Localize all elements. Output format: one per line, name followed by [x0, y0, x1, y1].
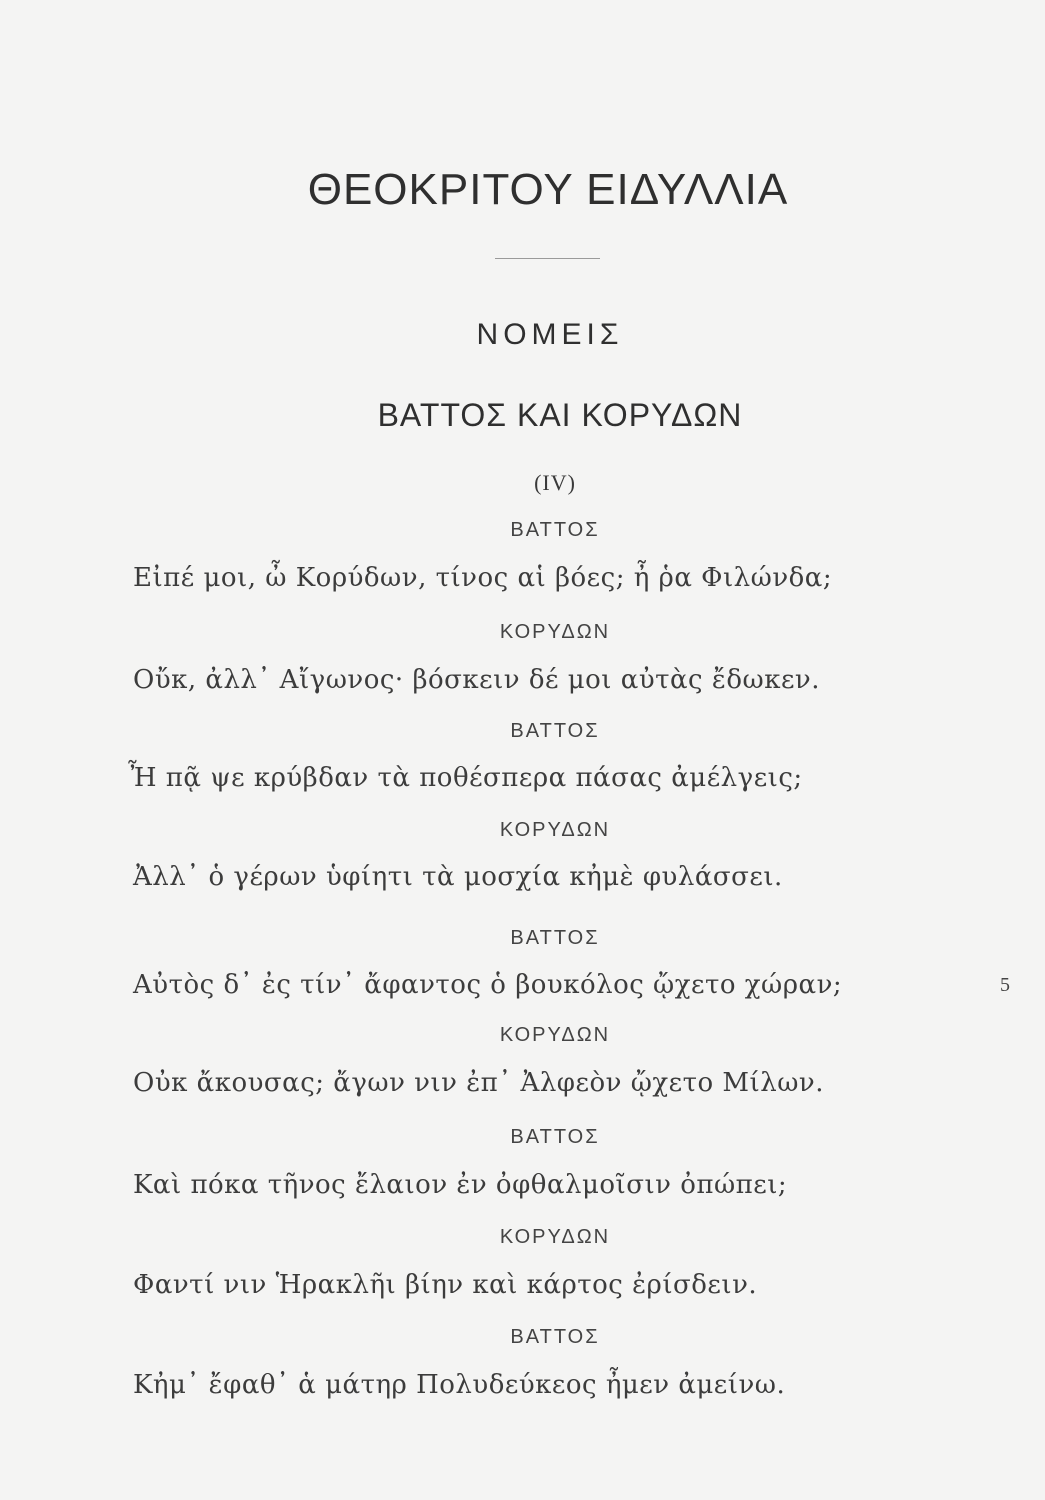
- speaker-label: ΒΑΤΤΟΣ: [510, 519, 600, 541]
- verse-line: Καὶ πόκα τῆνος ἔλαιον ἐν ὀφθαλμοῖσιν ὀπώπει;: [133, 1170, 788, 1200]
- book-title: ΘΕΟΚΡΙΤΟΥ ΕΙΔΥΛΛΙΑ: [307, 165, 789, 214]
- section-heading: ΝΟΜΕΙΣ: [476, 318, 624, 351]
- title-divider: [495, 258, 600, 259]
- verse-line: Ἦ πᾷ ψε κρύβδαν τὰ ποθέσπερα πάσας ἀμέλγεις;: [128, 763, 803, 793]
- speaker-label: ΚΟΡΥΔΩΝ: [499, 819, 611, 841]
- speaker-label: ΚΟΡΥΔΩΝ: [499, 1024, 611, 1046]
- poem-number: (IV): [534, 470, 576, 495]
- verse-line: Αὐτὸς δ᾽ ἐς τίν᾽ ἄφαντος ὁ βουκόλος ᾤχετο χώραν;: [133, 970, 843, 1000]
- verse-line: Φαντί νιν Ἡρακλῆι βίην καὶ κάρτος ἐρίσδειν.: [133, 1270, 758, 1300]
- poem-title: ΒΑΤΤΟΣ ΚΑΙ ΚΟΡΥΔΩΝ: [377, 397, 743, 433]
- line-number: 5: [1000, 974, 1010, 996]
- speaker-label: ΒΑΤΤΟΣ: [510, 1126, 600, 1148]
- speaker-label: ΒΑΤΤΟΣ: [510, 1326, 600, 1348]
- verse-line: Οὐκ ἄκουσας; ἄγων νιν ἐπ᾽ Ἀλφεὸν ᾤχετο Μίλων.: [133, 1068, 824, 1098]
- speaker-label: ΒΑΤΤΟΣ: [510, 927, 600, 949]
- verse-line: Οὔκ, ἀλλ᾽ Αἴγωνος· βόσκειν δέ μοι αὐτὰς ἔδωκεν.: [133, 665, 820, 695]
- speaker-label: ΚΟΡΥΔΩΝ: [499, 621, 611, 643]
- verse-line: Εἰπέ μοι, ὦ Κορύδων, τίνος αἱ βόες; ἦ ῥα Φιλώνδα;: [133, 563, 833, 593]
- verse-line: Κἠμ᾽ ἔφαθ᾽ ἁ μάτηρ Πολυδεύκεος ἦμεν ἀμείνω.: [133, 1370, 786, 1400]
- speaker-label: ΚΟΡΥΔΩΝ: [499, 1226, 611, 1248]
- verse-line: Ἀλλ᾽ ὁ γέρων ὑφίητι τὰ μοσχία κἠμὲ φυλάσσει.: [133, 862, 783, 892]
- speaker-label: ΒΑΤΤΟΣ: [510, 720, 600, 742]
